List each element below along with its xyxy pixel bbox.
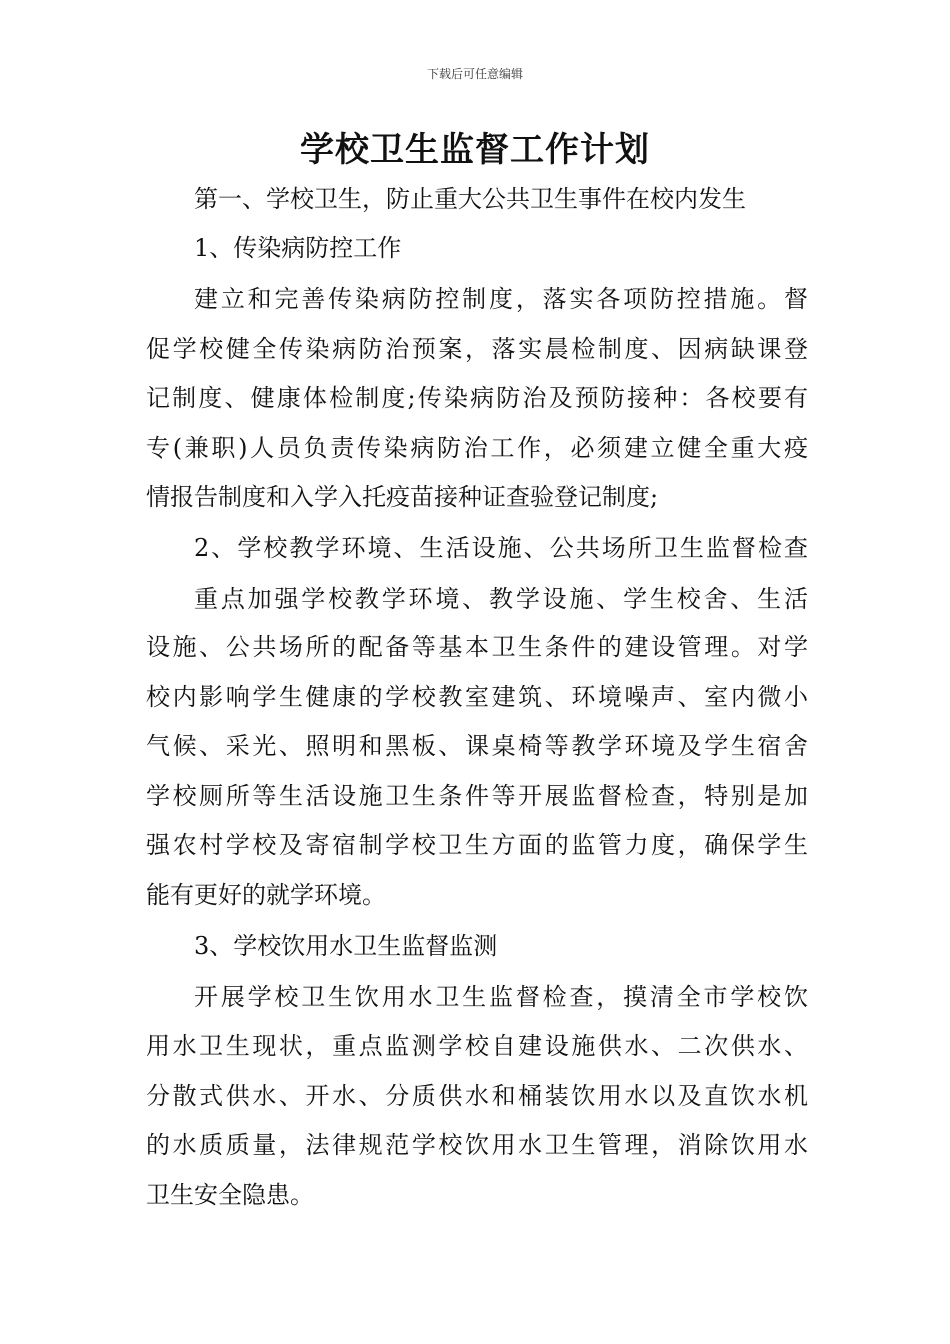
paragraph-line: 开展学校卫生饮用水卫生监督检查，摸清全市学校饮 [194, 983, 808, 1011]
section-heading: 第一、学校卫生，防止重大公共卫生事件在校内发生 [194, 185, 746, 213]
paragraph-line: 设施、公共场所的配备等基本卫生条件的建设管理。对学 [146, 633, 808, 661]
paragraph-line: 分散式供水、开水、分质供水和桶装饮用水以及直饮水机 [146, 1082, 808, 1110]
paragraph-line: 学校厕所等生活设施卫生条件等开展监督检查，特别是加 [146, 782, 808, 810]
paragraph-line: 情报告制度和入学入托疫苗接种证查验登记制度; [146, 483, 659, 511]
paragraph-line: 校内影响学生健康的学校教室建筑、环境噪声、室内微小 [146, 683, 808, 711]
paragraph-line: 记制度、健康体检制度;传染病防治及预防接种：各校要有 [146, 384, 808, 412]
subsection-heading: 3、学校饮用水卫生监督监测 [194, 932, 498, 960]
paragraph-line: 强农村学校及寄宿制学校卫生方面的监管力度，确保学生 [146, 831, 808, 859]
paragraph-line: 卫生安全隐患。 [146, 1181, 314, 1209]
paragraph-line: 气候、采光、照明和黑板、课桌椅等教学环境及学生宿舍 [146, 732, 808, 760]
paragraph-line: 建立和完善传染病防控制度，落实各项防控措施。督 [194, 285, 808, 313]
paragraph-line: 的水质质量，法律规范学校饮用水卫生管理，消除饮用水 [146, 1131, 808, 1159]
paragraph-line: 用水卫生现状，重点监测学校自建设施供水、二次供水、 [146, 1032, 808, 1060]
paragraph-line: 能有更好的就学环境。 [146, 881, 386, 909]
subsection-heading: 2、学校教学环境、生活设施、公共场所卫生监督检查 [194, 534, 808, 562]
document-title: 学校卫生监督工作计划 [300, 130, 650, 170]
subsection-heading: 1、传染病防控工作 [194, 234, 402, 262]
paragraph-line: 专(兼职)人员负责传染病防治工作，必须建立健全重大疫 [146, 434, 808, 462]
header-note: 下载后可任意编辑 [426, 67, 523, 81]
paragraph-line: 重点加强学校教学环境、教学设施、学生校舍、生活 [194, 585, 808, 613]
paragraph-line: 促学校健全传染病防治预案，落实晨检制度、因病缺课登 [146, 335, 808, 363]
